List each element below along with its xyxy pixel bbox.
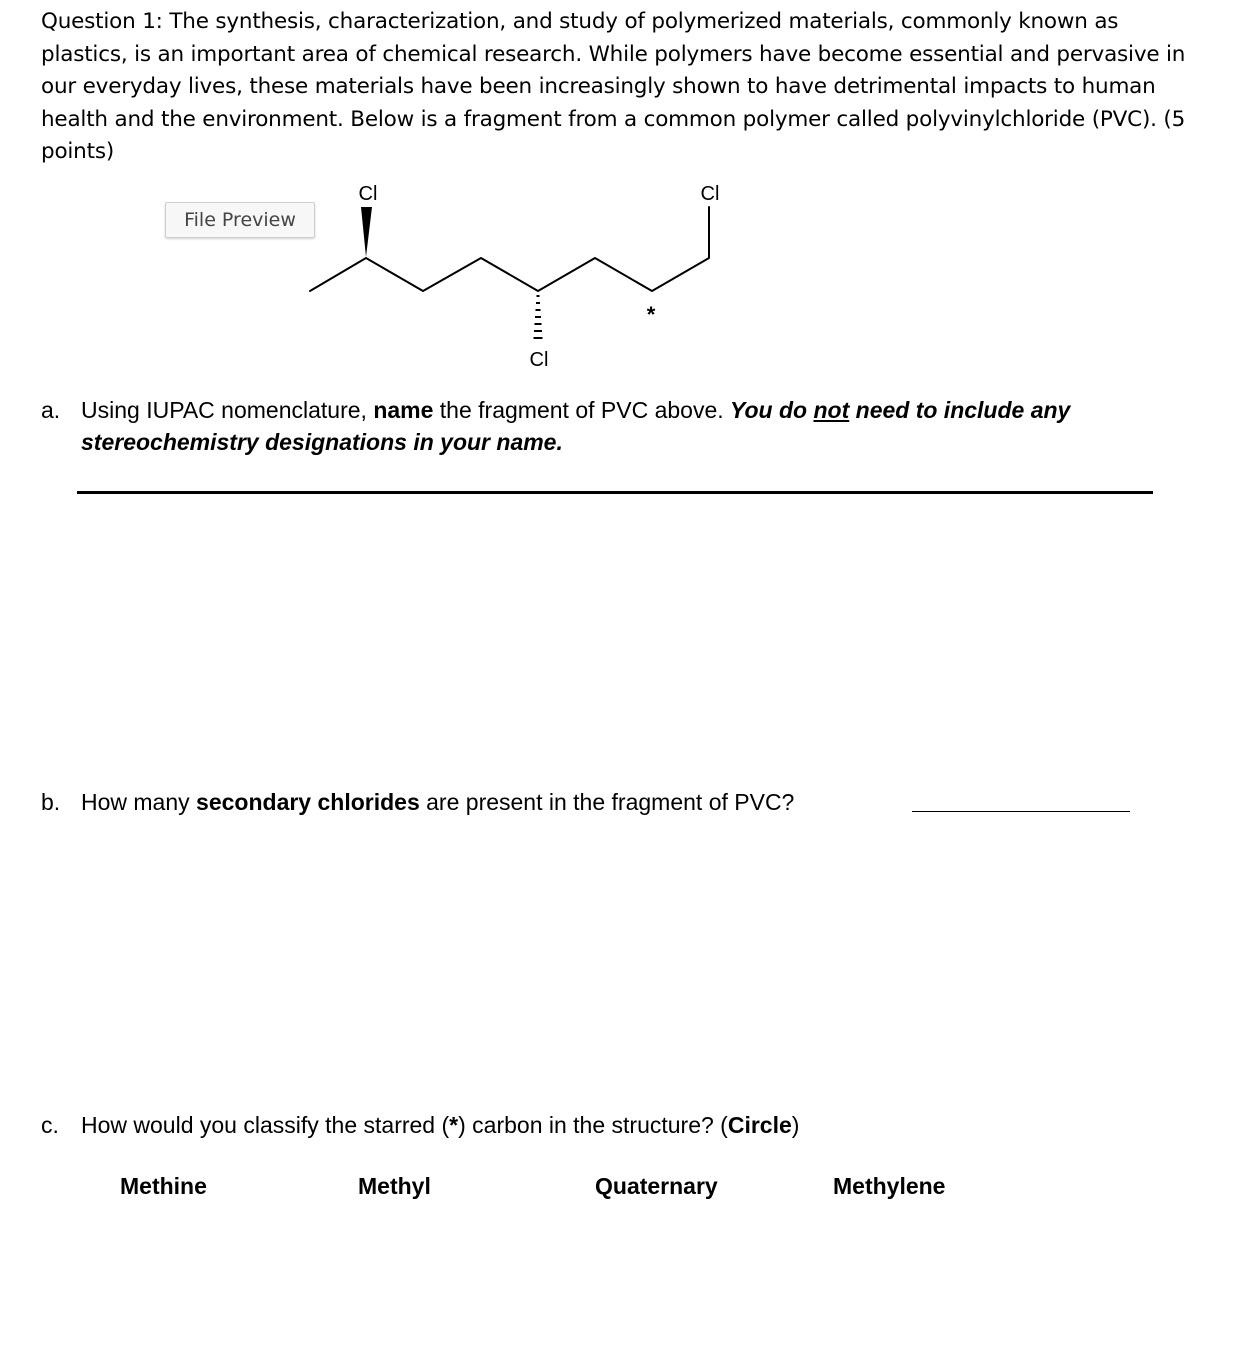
part-c-text: How would you classify the starred ( <box>81 1112 450 1138</box>
part-a-text: Using IUPAC nomenclature, <box>81 397 374 423</box>
chlorine-label-right: Cl <box>700 183 720 205</box>
part-a-emphasis-2: need to include any <box>849 397 1071 423</box>
part-b-text-2: are present in the fragment of PVC? <box>419 789 795 815</box>
file-preview-button[interactable]: File Preview <box>165 202 315 238</box>
answer-line-a[interactable] <box>77 491 1153 494</box>
question-part-c <box>41 1109 799 1141</box>
part-a-emphasis-3: stereochemistry designations in your name. <box>81 429 563 455</box>
carbon-chain <box>310 207 709 291</box>
star-marker: * <box>646 302 656 327</box>
chlorine-label-wedge: Cl <box>358 183 378 205</box>
answer-line-b[interactable] <box>912 811 1130 812</box>
part-c-letter: c. <box>41 1112 59 1138</box>
part-c-star: * <box>449 1112 459 1138</box>
part-b-bold: secondary chlorides <box>196 789 420 815</box>
part-a-emphasis-not: not <box>813 397 850 423</box>
part-a-text-2: the fragment of PVC above. <box>433 397 731 423</box>
chlorine-label-hash: Cl <box>529 349 549 371</box>
choice-methyl[interactable]: Methyl <box>358 1173 431 1199</box>
choice-methine[interactable]: Methine <box>120 1173 207 1199</box>
part-c-text-3: ) <box>791 1112 800 1138</box>
part-b-text: How many <box>81 789 197 815</box>
question-part-a <box>41 394 1211 458</box>
wedge-bond <box>361 207 372 257</box>
part-c-text-2: ) carbon in the structure? ( <box>458 1112 728 1138</box>
question-intro: Question 1: The synthesis, characterization, and study of polymerized materials, commonly known as plastics, is an important area of chemical research. While polymers have become essential and pervasive in our everyday lives, these materials have been increasingly shown to have detrimental impacts to human health and the environment. Below is a fragment from a common polymer called polyvinylchloride (PVC). (5 points) <box>41 9 1186 164</box>
choice-quaternary[interactable]: Quaternary <box>595 1173 718 1199</box>
part-a-letter: a. <box>41 397 61 423</box>
hash-bond <box>534 296 543 338</box>
part-a-bold-name: name <box>373 397 434 423</box>
part-c-circle: Circle <box>727 1112 792 1138</box>
part-b-letter: b. <box>41 789 61 815</box>
part-a-emphasis-1: You do <box>730 397 814 423</box>
question-part-b <box>41 786 794 818</box>
choice-methylene[interactable]: Methylene <box>833 1173 946 1199</box>
